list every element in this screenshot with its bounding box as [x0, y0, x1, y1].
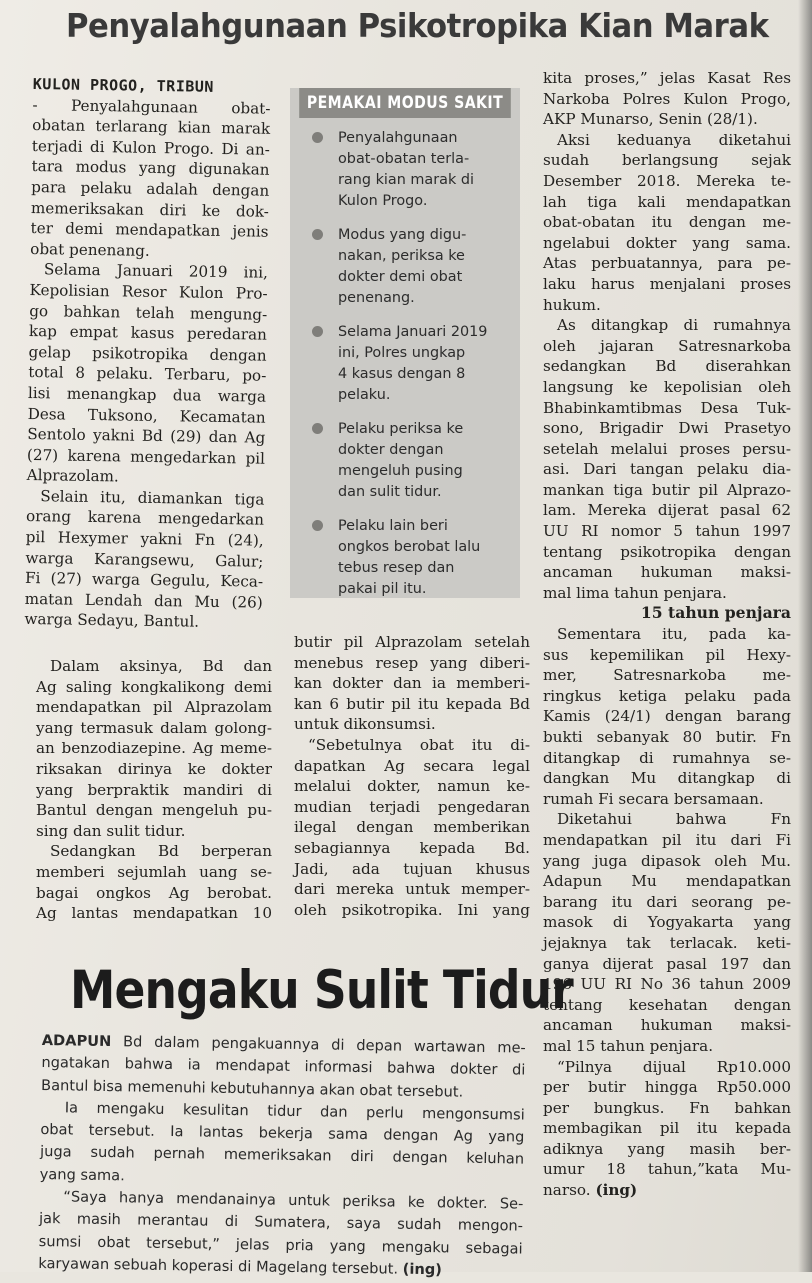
text-line: dari mereka untuk memper- [294, 880, 530, 899]
text-line: membagikan pil itu kepada [543, 1119, 791, 1138]
sidebar-list-item [290, 322, 520, 406]
sidebar-list-item [290, 516, 520, 600]
sidebar-list-item [290, 419, 520, 503]
text-line: yang juga dipasok oleh Mu. [543, 851, 791, 870]
column-right [543, 68, 791, 1201]
text-line: kita proses,” jelas Kasat Res [543, 69, 791, 87]
text-line: mal 15 tahun penjara. [543, 1036, 714, 1055]
text-line: mal lima tahun penjara. [543, 583, 727, 602]
lead-word: ADAPUN [41, 1031, 112, 1051]
text-line: umur 18 tahun,”kata Mu- [543, 1160, 791, 1179]
text-line: ditangkap di rumahnya se- [543, 748, 791, 767]
bullet-icon [312, 423, 323, 434]
text-line: bagai ongkos Ag berobat. [36, 883, 272, 902]
text-line: Desember 2018. Mereka te- [543, 171, 791, 190]
text-line: mudian terjadi pengedaran [294, 797, 530, 816]
text-line: Bhabinkamtibmas Desa Tuk- [543, 398, 791, 417]
text-line: Narkoba Polres Kulon Progo, [543, 89, 791, 108]
sidebar-item-line: Pelaku periksa ke [338, 421, 464, 437]
text-line: butir pil Alprazolam setelah [294, 633, 530, 651]
text-line: “Sebetulnya obat itu di- [308, 735, 530, 754]
text-line: dangkan Mu ditangkap di [543, 769, 791, 788]
text-line-end: narso. [543, 1181, 591, 1200]
sidebar-item-line: Penyalahgunaan [338, 130, 458, 146]
text-line: Desa Tuksono, Kecamatan [27, 404, 266, 427]
text-line: 196 UU RI No 36 tahun 2009 [543, 975, 791, 994]
text-line: memberi sejumlah uang se- [36, 862, 272, 881]
text-line: gelap psikotropika dengan [28, 342, 267, 365]
text-line: Aksi keduanya diketahui [557, 130, 791, 149]
text-line: hukum. [543, 295, 601, 314]
bullet-icon [312, 229, 323, 240]
text-line: Ia mengaku kesulitan tidur dan perlu mengonsumsi [64, 1099, 525, 1124]
text-line: yang sama. [39, 1165, 125, 1185]
text-line: ngatakan bahwa ia mendapat informasi bahwa dokter di [41, 1054, 526, 1079]
text-line: Sementara itu, pada ka- [557, 625, 791, 644]
sidebar-item-line: dan sulit tidur. [338, 484, 442, 500]
text-line: yang berpraktik mandiri di [36, 780, 272, 799]
text-line: “Saya hanya mendanainya untuk periksa ke dokter. Se- [63, 1188, 524, 1213]
text-line: langsung ke kepolisian oleh [543, 377, 791, 396]
text-line: UU RI nomor 5 tahun 1997 [543, 522, 791, 541]
author-tag: (ing) [402, 1260, 443, 1279]
dateline: KULON PROGO, TRIBUN [32, 74, 215, 96]
text-line: “Pilnya dijual Rp10.000 [557, 1057, 791, 1076]
sidebar-item-line: dokter demi obat [338, 269, 463, 285]
column-left-bottom [36, 656, 272, 924]
text-line: Ag saling kongkalikong demi [36, 677, 272, 696]
bullet-icon [312, 520, 323, 531]
text-line: orang karena mengedarkan [25, 507, 265, 530]
text-line: kap empat kasus peredaran [28, 322, 268, 344]
text-line: tentang kesehatan dengan [543, 995, 791, 1014]
sidebar-item-line: obat-obatan terla- [338, 151, 470, 167]
text-line: warga Sedayu, Bantul. [24, 610, 200, 632]
author-tag: (ing) [595, 1181, 638, 1200]
text-line: terjadi di Kulon Progo. Di an- [31, 136, 270, 159]
text-line: per butir hingga Rp50.000 [543, 1078, 791, 1097]
text-line: para pelaku adalah dengan [31, 177, 270, 200]
text-line: tara modus yang digunakan [31, 157, 270, 180]
text-line: asi. Dari tangan pelaku dia- [543, 460, 791, 479]
text-line: pil Hexymer yakni Fn (24), [25, 528, 264, 550]
text-line: kan 6 butir pil itu kepada Bd [294, 694, 530, 713]
text-line: menebus resep yang diberi- [294, 653, 530, 672]
bottom-article [38, 1030, 526, 1283]
sidebar-item-line: Pelaku lain beri [338, 518, 448, 534]
text-line: Fi (27) warga Gegulu, Keca- [24, 569, 264, 591]
text-line: ilegal dengan memberikan [294, 818, 530, 837]
text-line: obat penenang. [30, 239, 150, 260]
text-line: Dalam aksinya, Bd dan [50, 657, 272, 675]
text-line: sus kepemilikan pil Hexy- [543, 645, 791, 664]
text-line: riksakan dirinya ke dokter [36, 759, 272, 778]
text-line: lah tiga kali mendapatkan [543, 192, 791, 211]
text-line: per bungkus. Fn bahkan [543, 1098, 791, 1117]
text-line: memeriksakan diri ke dok- [30, 198, 270, 221]
text-line: oleh jajaran Satresnarkoba [543, 336, 791, 355]
column-left-top [24, 74, 271, 634]
sidebar-box [290, 88, 520, 598]
text-line: mendapatkan pil itu dari Fi [543, 830, 791, 849]
text-line: obat-obatan itu dengan me- [543, 213, 791, 232]
text-line: ngelabui dokter yang sama. [543, 233, 791, 252]
text-line [543, 1180, 791, 1201]
text-line: jak masih merantau di Sumatera, saya sudah mengon- [38, 1210, 524, 1235]
text-line: Sedangkan Bd berperan [50, 842, 272, 861]
sidebar-item-line: ongkos berobat lalu [338, 539, 481, 555]
text-line: lam. Mereka dijerat pasal 62 [543, 501, 791, 520]
bullet-icon [312, 326, 323, 337]
text-line: untuk dikonsumsi. [294, 715, 436, 734]
text-line: lisi menangkap dua warga [27, 383, 267, 406]
text-line: warga Karangsewu, Galur; [25, 548, 264, 571]
sidebar-item-line: penenang. [338, 290, 415, 306]
column-middle [294, 632, 530, 920]
headline: Penyalahgunaan Psikotropika Kian Marak [66, 5, 769, 45]
text-line: melalui dokter, namun ke- [294, 777, 530, 796]
text-line: rumah Fi secara bersamaan. [543, 789, 764, 808]
text-line: masok di Yogyakarta yang [543, 913, 791, 932]
text-line-end: karyawan sebuah koperasi di Magelang tersebut. [38, 1254, 399, 1278]
text-line: Selain itu, diamankan tiga [40, 487, 265, 509]
text-line: mendapatkan pil Alprazolam [36, 698, 272, 717]
text-line: AKP Munarso, Senin (28/1). [543, 110, 758, 129]
text-line: kan dokter dan ia memberi- [294, 674, 530, 693]
text-line: ganya dijerat pasal 197 dan [543, 954, 791, 973]
text-line: As ditangkap di rumahnya [557, 316, 791, 335]
text-line: sono, Brigadir Dwi Prasetyo [543, 419, 791, 438]
sidebar-item-line: Selama Januari 2019 [338, 324, 488, 340]
text-line: juga sudah pernah memeriksakan diri dengan keluhan [39, 1143, 525, 1169]
subheading: 15 tahun penjara [640, 603, 791, 623]
headline-bar [38, 0, 798, 50]
text-line: an benzodiazepine. Ag meme- [36, 739, 272, 758]
sidebar-item-line: dokter dengan [338, 442, 444, 458]
sidebar-item-line: Kulon Progo. [338, 193, 428, 209]
text-line: Selama Januari 2019 ini, [43, 260, 269, 283]
text-line: dapatkan Ag secara legal [294, 756, 530, 775]
sidebar-item-line: nakan, periksa ke [338, 248, 465, 264]
text-line: Diketahui bahwa Fn [557, 810, 791, 829]
text-line: ter demi mendapatkan jenis [30, 219, 269, 241]
text-line: Bantul bisa memenuhi kebutuhannya akan obat tersebut. [41, 1076, 464, 1101]
text-line: Jadi, ada tujuan khusus [294, 859, 530, 878]
text-line: total 8 pelaku. Terbaru, po- [28, 363, 267, 386]
sidebar-item-line: rang kian marak di [338, 172, 475, 188]
sidebar-item-line: pakai pil itu. [338, 581, 427, 597]
sidebar-item-line: mengeluh pusing [338, 463, 463, 479]
sidebar-item-line: ini, Polres ungkap [338, 345, 466, 361]
text-line: Bantul dengan mengeluh pu- [36, 801, 272, 820]
sidebar-item-line: Modus yang digu- [338, 227, 467, 243]
sidebar-title: PEMAKAI MODUS SAKIT [299, 88, 511, 118]
section-headline: Mengaku Sulit Tidur [70, 960, 573, 1021]
text-line: sing dan sulit tidur. [36, 821, 186, 840]
text-line: Kepolisian Resor Kulon Pro- [29, 280, 268, 303]
sidebar-item-line: 4 kasus dengan 8 [338, 366, 466, 382]
text-line: Kamis (24/1) dengan barang [543, 707, 791, 726]
text-line: mankan tiga butir pil Alprazo- [543, 480, 791, 499]
text-line: - Penyalahgunaan obat- [32, 95, 271, 118]
text-line: barang itu dari seorang pe- [543, 892, 791, 911]
text-line: bukti sebanyak 80 butir. Fn [543, 728, 791, 746]
page-edge-shadow [798, 0, 812, 1272]
text-line: go bahkan telah mengung- [29, 301, 268, 324]
sidebar-list-item [290, 225, 520, 309]
text-line: ringkus ketiga pelaku pada [543, 686, 791, 705]
bullet-icon [312, 132, 323, 143]
sidebar-item-line: pelaku. [338, 387, 391, 403]
text-line: Adapun Mu mendapatkan [543, 872, 791, 891]
text-line: obatan terlarang kian marak [32, 116, 271, 138]
text-line: (27) karena mengedarkan pil [26, 445, 266, 468]
text-line: adiknya yang masih ber- [543, 1139, 791, 1158]
text-line: tentang psikotropika dengan [543, 542, 791, 561]
text-line: laku harus menjalani proses [543, 274, 791, 293]
text-line: Alprazolam. [26, 466, 119, 486]
text-line: ancaman hukuman maksi- [543, 563, 791, 582]
text-line: Sentolo yakni Bd (29) dan Ag [27, 425, 266, 447]
text-line: jejaknya tak terlacak. keti- [543, 933, 791, 952]
sidebar-list-item [290, 128, 520, 212]
text-line: ancaman hukuman maksi- [543, 1016, 791, 1035]
text-line: sumsi obat tersebut,” jelas pria yang mengaku sebagai [38, 1232, 523, 1258]
text-line: yang termasuk dalam golong- [36, 718, 272, 737]
text-line: obat tersebut. Ia lantas bekerja sama dengan Ag yang [40, 1121, 525, 1146]
sidebar-item-line: tebus resep dan [338, 560, 455, 576]
text-line: mer, Satresnarkoba me- [543, 666, 791, 685]
text-line: matan Lendah dan Mu (26) [24, 589, 263, 612]
text-line-rest: Bd dalam pengakuannya di depan wartawan me- [111, 1033, 526, 1057]
text-line: sebagiannya kepada Bd. [294, 838, 530, 857]
text-line: Atas perbuatannya, para pe- [543, 254, 791, 273]
text-line: sedangkan Bd diserahkan [543, 357, 791, 376]
text-line: Ag lantas mendapatkan 10 [36, 904, 272, 923]
text-line: oleh psikotropika. Ini yang [294, 900, 530, 919]
text-line: sudah berlangsung sejak [543, 151, 791, 170]
sidebar-list [290, 128, 520, 600]
text-line: setelah melalui proses persu- [543, 439, 791, 458]
